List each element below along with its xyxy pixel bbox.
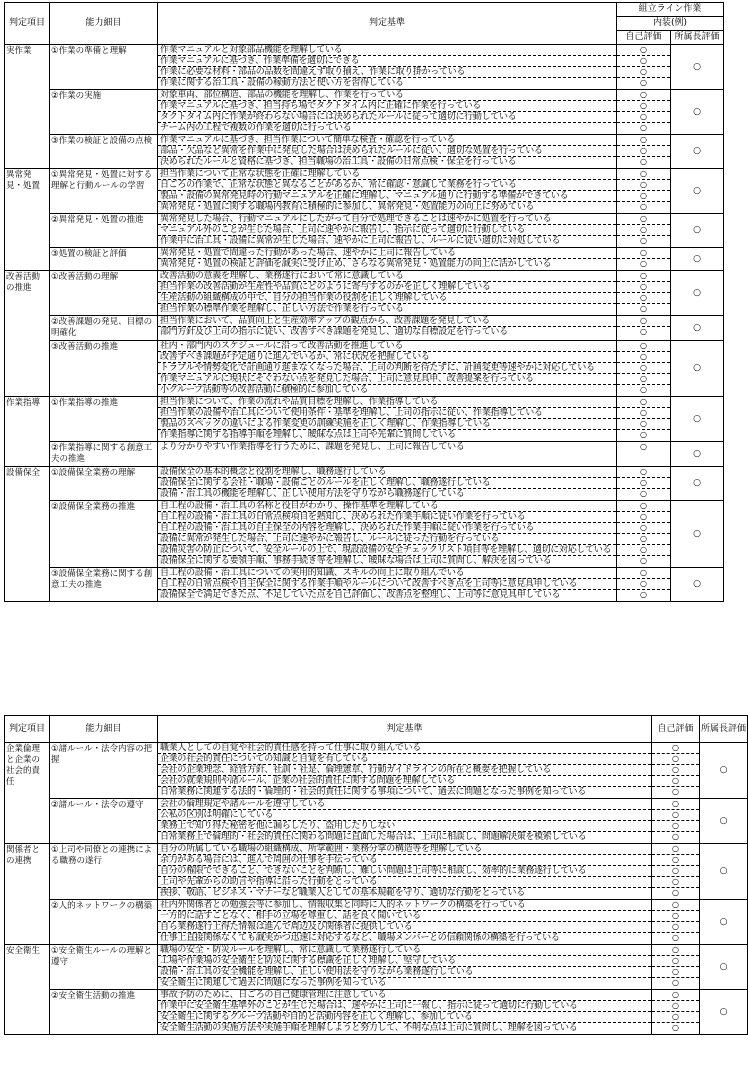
self-eval-mark[interactable]: ○ <box>617 282 670 293</box>
unit-name: ①上司や同僚との連携による職務の遂行 <box>50 844 158 900</box>
self-eval-mark[interactable]: ○ <box>640 489 647 498</box>
self-eval-list <box>617 568 671 602</box>
unit-row <box>5 442 724 467</box>
unit-name: ③改善活動の推進 <box>50 341 158 397</box>
unit-row <box>5 743 748 799</box>
criteria-line: チーム内の工程で複数の作業を適切に行っている <box>160 123 352 133</box>
criteria-line: 自工程の設備・治工具の自主保全の内容を理解し、決められた作業手順に従い作業を行っている <box>158 523 616 534</box>
criteria-line: 社内外関係者との勉強会等に参加し、情報収集と同時に人的ネットワークの構築を行っている <box>158 900 651 911</box>
criteria-line: 会社の企業理念、経営方針、社訓・社是、倫理憲章、行動ガイドラインの所在と概要を把握している <box>158 765 651 776</box>
criteria-line: 安全衛生に関するグループ活動や目的と活動内容を正しく理解し、参加している <box>158 1012 651 1023</box>
item-name: 異常発見・処置 <box>5 169 50 271</box>
manager-eval-mark[interactable]: ○ <box>671 467 724 501</box>
criteria-line: 生産活動の組織構成の中で、自分の担当作業の役割を正しく理解している <box>158 293 616 304</box>
criteria-line: 日ごろの作業で、正常な状態と異なることがあるか、常に確認・意識して業務を行っている <box>158 180 616 191</box>
self-eval-mark[interactable]: ○ <box>652 776 699 787</box>
self-eval-mark[interactable]: ○ <box>652 855 699 866</box>
self-eval-mark[interactable]: ○ <box>617 534 670 545</box>
criteria-line: 設備・治工具の安全機能を理解し、正しい使用法を守りながら業務遂行している <box>158 967 651 978</box>
self-eval-mark[interactable]: ○ <box>617 408 670 419</box>
self-eval-mark[interactable]: ○ <box>672 978 679 987</box>
self-eval-mark[interactable]: ○ <box>672 1023 679 1032</box>
unit-row <box>5 844 748 900</box>
criteria-list <box>158 135 617 169</box>
self-eval-list <box>617 248 671 271</box>
self-eval-mark[interactable]: ○ <box>617 467 670 478</box>
self-eval-mark[interactable]: ○ <box>617 374 670 385</box>
self-eval-mark[interactable]: ○ <box>652 844 699 855</box>
self-eval-list <box>617 169 671 214</box>
criteria-line: 会社の就業規則や諸ルール、企業の社会的責任に関する問題を理解している <box>158 776 651 787</box>
self-eval-mark[interactable]: ○ <box>672 787 679 796</box>
criteria-list <box>158 743 652 799</box>
criteria-list <box>158 271 617 316</box>
unit-name: ②異常発見・処置の推進 <box>50 214 158 248</box>
unit-name: ②安全衛生活動の推進 <box>50 990 158 1035</box>
self-eval-mark[interactable]: ○ <box>652 765 699 776</box>
criteria-line: タクトタイム内に作業が終わらない場合には決められたルールに従って適切に行動している <box>158 112 616 123</box>
header-self: 自己評価 <box>617 31 671 45</box>
criteria-line: 製品のスペックの違いによる作業変更の訓練実施を正しく理解し、作業指導している <box>158 419 616 430</box>
self-eval-mark[interactable]: ○ <box>652 799 699 810</box>
self-eval-mark[interactable]: ○ <box>617 397 670 408</box>
self-eval-mark[interactable]: ○ <box>617 501 670 512</box>
unit-row <box>5 397 724 442</box>
item-name: 改善活動の推進 <box>5 271 50 397</box>
self-eval-mark[interactable]: ○ <box>640 202 647 211</box>
criteria-line: 余力がある場合には、進んで周囲の仕事を手伝っている <box>158 855 651 866</box>
criteria-line: 作業中に治工具・設備に異常が生じた場合、速やかに上司に報告し、ルールに従い適切に対処している <box>160 236 561 246</box>
self-eval-mark[interactable]: ○ <box>652 810 699 821</box>
unit-row <box>5 316 724 341</box>
criteria-line: 自ら業務遂行上得た情報は進んで周辺及び関係者に提供している <box>158 922 651 933</box>
self-eval-mark[interactable]: ○ <box>652 911 699 922</box>
criteria-line: 日常業務上で倫理的・社会的責任に関わる問題に直面した場合は、上司に相談し、問題解決策を模索している <box>160 832 587 842</box>
unit-name: ②設備保全業務の推進 <box>50 501 158 568</box>
criteria-line: 作業中に安全衛生基準外のことが生じた場合は、速やかに上司に一報し、指示に従って適切に行動している <box>158 1001 651 1012</box>
criteria-line: 自分の所属している職場の組織構成、所掌範囲・業務分掌の構造等を理解している <box>158 844 651 855</box>
self-eval-list <box>617 90 671 135</box>
unit-name: ①作業指導の推進 <box>50 397 158 442</box>
self-eval-mark[interactable]: ○ <box>617 512 670 523</box>
criteria-line: 異常発見した場合、行動マニュアルにしたがって自分で処理できることは速やかに処置を行っている <box>158 214 616 225</box>
unit-row <box>5 135 724 169</box>
unit-row <box>5 467 724 501</box>
self-eval-list <box>617 135 671 169</box>
header-item: 判定項目 <box>5 3 50 45</box>
criteria-line: 企業の社会的責任についての知識と自覚を有している <box>158 754 651 765</box>
criteria-line: 決められたルールと資格に基づき、担当職場の治工具・設備の日常点検・保全を行っている <box>160 157 517 167</box>
criteria-list <box>158 501 617 568</box>
criteria-line: 設備災害の防止について、安全ルールの上で、現設設備の安全チェックリスト項目等を理解し、適切に対応している <box>158 545 616 556</box>
self-eval-mark[interactable]: ○ <box>617 419 670 430</box>
header-group: 組立ライン作業 <box>617 3 724 17</box>
criteria-line: 安全衛生に関連して過去に問題になった事例を知っている <box>160 978 387 988</box>
criteria-line: 自分の権限でできること、できないことを判断し、難しい問題は上司等に相談し、効率的に業務遂行している <box>158 866 651 877</box>
self-eval-mark[interactable]: ○ <box>640 236 647 245</box>
criteria-line: 作業に必要な材料・部品の品数を間違えず取り揃え、作業に取り掛かっている <box>158 67 616 78</box>
self-eval-mark[interactable]: ○ <box>672 888 679 897</box>
manager-eval-mark[interactable]: ○ <box>700 900 748 945</box>
self-eval-mark[interactable]: ○ <box>640 556 647 565</box>
self-eval-mark[interactable]: ○ <box>617 225 670 236</box>
header-criteria: 判定基準 <box>158 716 652 743</box>
criteria-list <box>158 341 617 397</box>
self-eval-mark[interactable]: ○ <box>617 180 670 191</box>
unit-name: ③設備保全業務に関する創意工夫の推進 <box>50 568 158 602</box>
criteria-line: 作業指導に関する指導手順を理解し、曖昧な点は上司や先輩に質問している <box>160 430 456 440</box>
criteria-list <box>158 214 617 248</box>
unit-row <box>5 169 724 214</box>
self-eval-mark[interactable]: ○ <box>617 214 670 225</box>
self-eval-mark[interactable]: ○ <box>652 922 699 933</box>
criteria-line: より分かりやすい作業指導を行うために、課題を発見し、上司に報告している <box>160 442 465 452</box>
criteria-line: 設備・治工具の機能を理解し、正しい使用方法を守りながら職務遂行している <box>160 489 465 499</box>
criteria-line: 公私の区別は明確にしている <box>158 810 651 821</box>
self-eval-mark[interactable]: ○ <box>617 135 670 146</box>
criteria-line: 安全衛生活動の実施方法や実施手順を理解しようと努力して、不明な点は上司に質問し、理解を図っている <box>160 1023 578 1033</box>
self-eval-mark[interactable]: ○ <box>652 990 699 1001</box>
criteria-line: 職場の安全・防災ルールを理解し、常に意識して業務遂行している <box>158 945 651 956</box>
unit-name: ①異常発見・処置に対する理解と行動ルールの学習 <box>50 169 158 214</box>
self-eval-mark[interactable]: ○ <box>617 271 670 282</box>
criteria-line: 会社の倫理規定や諸ルールを遵守している <box>158 799 651 810</box>
unit-name: ①諸ルール・法令内容の把握 <box>50 743 158 799</box>
criteria-line: 部品・欠品など異常を作業中に発見した場合は決められたルールに従い、適切な処置を行っている <box>158 146 616 157</box>
manager-eval-mark[interactable]: ○ <box>671 271 724 316</box>
self-eval-list <box>617 501 671 568</box>
self-eval-mark[interactable]: ○ <box>652 877 699 888</box>
unit-name: ③作業の検証と設備の点検 <box>50 135 158 169</box>
self-eval-mark[interactable]: ○ <box>652 967 699 978</box>
self-eval-mark[interactable]: ○ <box>617 112 670 123</box>
criteria-line: 自工程の設備・治工具の名称と役目がわかり、操作基準を理解している <box>158 501 616 512</box>
unit-name: ③処置の検証と評価 <box>50 248 158 271</box>
evaluation-sheet-1 <box>4 2 724 602</box>
header-sub: 内装(例) <box>617 17 724 31</box>
unit-row <box>5 945 748 990</box>
manager-eval-mark[interactable]: ○ <box>671 341 724 397</box>
unit-name: ②諸ルール・法令の遵守 <box>50 799 158 844</box>
self-eval-mark[interactable]: ○ <box>617 146 670 157</box>
self-eval-list <box>652 799 700 844</box>
criteria-line: 異常発見・処置に関する職場内教育に積極的に参加し、異常発見・処置能力の向上に努めている <box>160 202 535 212</box>
self-eval-list <box>617 45 671 90</box>
manager-eval-mark[interactable]: ○ <box>671 214 724 248</box>
self-eval-list <box>652 743 700 799</box>
criteria-list <box>158 990 652 1035</box>
item-name: 企業倫理と企業の社会的責任 <box>5 743 50 844</box>
self-eval-mark[interactable]: ○ <box>640 157 647 166</box>
self-eval-mark[interactable]: ○ <box>640 259 647 268</box>
criteria-line: 作業マニュアルに基づき、担当持ち場でタクトタイム内に正確に作業を行っている <box>158 101 616 112</box>
manager-eval-mark[interactable]: ○ <box>671 45 724 90</box>
criteria-line: 担当作業の標準作業を理解し、正しい方法で作業を行っている <box>160 304 404 314</box>
unit-row <box>5 341 724 397</box>
self-eval-mark[interactable]: ○ <box>617 579 670 590</box>
criteria-line: トラブルや情勢変化で計画通り進まなくなった場合、上司の判断を待たずに、計画変更等速やかに対応している <box>158 363 616 374</box>
criteria-line: 上司や先輩からの助言や指導に沿った行動をとっている <box>158 877 651 888</box>
criteria-line: 担当作業について、作業の流れや品質目標を理解し、作業指導している <box>158 397 616 408</box>
manager-eval-mark[interactable]: ○ <box>671 316 724 341</box>
self-eval-list <box>652 990 700 1035</box>
criteria-list <box>158 568 617 602</box>
criteria-line: 設備保全に関する会社・職場・設備ごとのルールを正しく理解し、職務遂行している <box>158 478 616 489</box>
self-eval-list <box>652 900 700 945</box>
criteria-line: 自工程の設備・治工具についての実用的知識、スキルの向上に取り組んでいる <box>158 568 616 579</box>
unit-name: ①安全衛生ルールの理解と遵守 <box>50 945 158 990</box>
self-eval-list <box>617 271 671 316</box>
criteria-line: 社内・部門内のスケジュールに沿って改善活動を推進している <box>158 341 616 352</box>
criteria-line: 事故予防のために、日ごろの自己健康管理に注意している <box>158 990 651 1001</box>
self-eval-mark[interactable]: ○ <box>617 56 670 67</box>
self-eval-mark[interactable]: ○ <box>652 754 699 765</box>
unit-row <box>5 214 724 248</box>
self-eval-mark[interactable]: ○ <box>617 523 670 534</box>
unit-row <box>5 990 748 1035</box>
header-item: 判定項目 <box>5 716 50 743</box>
header-unit: 能力細目 <box>50 716 158 743</box>
manager-eval-mark[interactable]: ○ <box>671 135 724 169</box>
item-name: 関係者との連携 <box>5 844 50 945</box>
criteria-list <box>158 442 617 467</box>
criteria-line: 担当作業について正常な状態を正確に理解している <box>158 169 616 180</box>
criteria-line: マニュアル外のことが生じた場合、上司に速やかに報告し、指示に従って適切に行動している <box>158 225 616 236</box>
self-eval-mark[interactable]: ○ <box>652 743 699 754</box>
manager-eval-mark[interactable]: ○ <box>700 743 748 799</box>
criteria-line: 工場や作業場の安全衛生と防災に関する標識を正しく理解し、堅守している <box>158 956 651 967</box>
self-eval-list <box>617 341 671 397</box>
criteria-list <box>158 799 652 844</box>
self-eval-list <box>652 844 700 900</box>
manager-eval-mark[interactable]: ○ <box>700 945 748 990</box>
criteria-line: 設備保全で満足できた点、不足していた点を自己評価し、改善点を整理し、上司等に意見具申している <box>160 590 561 600</box>
self-eval-mark[interactable]: ○ <box>652 866 699 877</box>
header-self: 自己評価 <box>652 716 700 743</box>
self-eval-mark[interactable]: ○ <box>640 442 647 451</box>
criteria-line: 業務上で知り得た秘密を他に漏らしたり、盗用したりしない <box>158 821 651 832</box>
self-eval-mark[interactable]: ○ <box>652 1001 699 1012</box>
self-eval-mark[interactable]: ○ <box>617 67 670 78</box>
self-eval-list <box>617 316 671 341</box>
criteria-line: 担当作業の改善活動が生産性や品質にどのように寄与するのかを正しく理解している <box>158 282 616 293</box>
self-eval-mark[interactable]: ○ <box>640 123 647 132</box>
self-eval-mark[interactable]: ○ <box>652 956 699 967</box>
unit-row <box>5 501 724 568</box>
manager-eval-mark[interactable]: ○ <box>700 799 748 844</box>
criteria-line: 日常業務に関連する法的・倫理的・社会的責任に関する事項について、過去に問題となった事例を知っている <box>160 787 586 797</box>
self-eval-mark[interactable]: ○ <box>617 248 670 259</box>
criteria-list <box>158 900 652 945</box>
self-eval-mark[interactable]: ○ <box>640 327 647 336</box>
self-eval-mark[interactable]: ○ <box>640 430 647 439</box>
criteria-line: 異常発見・処置で間違った行動があった場合、速やかに上司に報告している <box>158 248 616 259</box>
unit-row <box>5 45 724 90</box>
criteria-line: 職業人としての自覚や社会的責任感を持って仕事に取り組んでいる <box>158 743 651 754</box>
manager-eval-mark[interactable]: ○ <box>671 442 724 467</box>
criteria-list <box>158 316 617 341</box>
criteria-line: 一方的に話すことなく、相手の立場を尊重し、話を良く聞いている <box>158 911 651 922</box>
manager-eval-mark[interactable]: ○ <box>671 169 724 214</box>
criteria-line: 作業に関する治工具・設備の稼動方法と使い方を習得している <box>160 78 404 88</box>
self-eval-mark[interactable]: ○ <box>652 900 699 911</box>
self-eval-mark[interactable]: ○ <box>617 341 670 352</box>
unit-name: ②作業指導に関する創意工夫の推進 <box>50 442 158 467</box>
criteria-list <box>158 248 617 271</box>
criteria-line: 異常発見・処置の検証と評価を誠実に受け止め、さらなる異常発見・処置能力の向上に活かしている <box>160 259 552 269</box>
unit-name: ②改善課題の発見、目標の明確化 <box>50 316 158 341</box>
criteria-list <box>158 844 652 900</box>
unit-name: ②作業の実施 <box>50 90 158 135</box>
unit-row <box>5 900 748 945</box>
unit-row <box>5 248 724 271</box>
self-eval-mark[interactable]: ○ <box>617 169 670 180</box>
self-eval-mark[interactable]: ○ <box>617 90 670 101</box>
item-name: 実作業 <box>5 45 50 169</box>
self-eval-mark[interactable]: ○ <box>617 101 670 112</box>
evaluation-sheet-2 <box>4 715 748 1035</box>
self-eval-mark[interactable]: ○ <box>652 1012 699 1023</box>
criteria-line: 製品・設備の異常発見時の行動マニュアルを正確に理解し、マニュアル通りに行動する準備ができている <box>158 191 616 202</box>
manager-eval-mark[interactable]: ○ <box>671 568 724 602</box>
header-criteria: 判定基準 <box>158 3 617 45</box>
criteria-line: 設備保全に関する要領手順、事務手続き等を理解し、曖昧な場合は上司に質問し、解決を図っている <box>160 556 552 566</box>
criteria-line: 作業マニュアルに基づき、作業準備を適切にできる <box>158 56 616 67</box>
criteria-line: 設備保全の基本的概念と役割を理解し、職務遂行している <box>158 467 616 478</box>
self-eval-list <box>652 945 700 990</box>
unit-name: ①作業の準備と理解 <box>50 45 158 90</box>
unit-row <box>5 799 748 844</box>
self-eval-mark[interactable]: ○ <box>672 832 679 841</box>
criteria-list <box>158 45 617 90</box>
criteria-line: 仕事上直接関係なくても誠実かつ迅速に対応するなど、職場メンバーとの信頼関係の構築を行っている <box>160 933 560 943</box>
criteria-line: 改善すべき課題が予定通りに進んでいるか、常に状況を把握している <box>158 352 616 363</box>
unit-name: ①設備保全業務の理解 <box>50 467 158 501</box>
item-name: 安全衛生 <box>5 945 50 1035</box>
unit-row <box>5 90 724 135</box>
item-name: 設備保全 <box>5 467 50 602</box>
criteria-list <box>158 169 617 214</box>
self-eval-list <box>617 442 671 467</box>
criteria-line: 作業マニュアルに基づき、担当作業について簡単な検査・確認を行っている <box>158 135 616 146</box>
self-eval-mark[interactable]: ○ <box>617 568 670 579</box>
self-eval-mark[interactable]: ○ <box>672 933 679 942</box>
self-eval-list <box>617 214 671 248</box>
criteria-line: 担当作業において、品質向上と生産効率アップの観点から、改善課題を発見している <box>158 316 616 327</box>
criteria-list <box>158 90 617 135</box>
criteria-line: 担当作業の設備や治工具について使用条件・基準を理解し、上司の指示に従い、作業指導している <box>158 408 616 419</box>
header-unit: 能力細目 <box>50 3 158 45</box>
self-eval-mark[interactable]: ○ <box>617 45 670 56</box>
criteria-line: 作業マニュアルに現状にそぐわない点を発見した場合、上司に意見具申、改善提案を行っている <box>158 374 616 385</box>
unit-name: ②人的ネットワークの構築 <box>50 900 158 945</box>
self-eval-mark[interactable]: ○ <box>617 293 670 304</box>
criteria-line: 部門方針及び上司の指示に従い、改善すべき課題を発見し、適切な目標設定を行っている <box>160 327 508 337</box>
criteria-line: 自工程の設備・治工具の日常点検項目を熟知し、決められた作業手順に従い作業を行っている <box>158 512 616 523</box>
criteria-line: 対象車両、部位構造、部品の機能を理解し、作業を行っている <box>158 90 616 101</box>
self-eval-list <box>617 467 671 501</box>
manager-eval-mark[interactable]: ○ <box>671 397 724 442</box>
header-mgr: 所属長評価 <box>700 716 748 743</box>
self-eval-mark[interactable]: ○ <box>640 304 647 313</box>
self-eval-mark[interactable]: ○ <box>652 945 699 956</box>
criteria-list <box>158 945 652 990</box>
header-mgr: 所属長評価 <box>671 31 724 45</box>
unit-row <box>5 568 724 602</box>
manager-eval-mark[interactable]: ○ <box>700 844 748 900</box>
manager-eval-mark[interactable]: ○ <box>700 990 748 1035</box>
criteria-line: 設備に異常が発生した場合、上司に速やかに報告し、ルールに従った行動を行っている <box>158 534 616 545</box>
self-eval-mark[interactable]: ○ <box>652 821 699 832</box>
self-eval-list <box>617 397 671 442</box>
unit-row <box>5 271 724 316</box>
self-eval-mark[interactable]: ○ <box>617 191 670 202</box>
criteria-line: 自工程の日常点検や自主保全に関する作業手順やルールについて改善すべき点を上司等に意見具申している <box>158 579 616 590</box>
criteria-list <box>158 397 617 442</box>
criteria-line: 改善活動の意義を理解し、業務遂行において常に意識している <box>158 271 616 282</box>
self-eval-mark[interactable]: ○ <box>640 590 647 599</box>
unit-name: ①改善活動の理解 <box>50 271 158 316</box>
self-eval-mark[interactable]: ○ <box>617 352 670 363</box>
criteria-list <box>158 467 617 501</box>
criteria-line: 作業マニュアルと対象部品機能を理解している <box>158 45 616 56</box>
criteria-line: 小グループ活動等の改善活動に積極的に参加している <box>160 385 369 395</box>
manager-eval-mark[interactable]: ○ <box>671 90 724 135</box>
self-eval-mark[interactable]: ○ <box>617 363 670 374</box>
criteria-line: 挨拶、敬語、ビジネス・マナーなど職業人としての基本規範を守り、適切な行動をとっている <box>160 888 525 898</box>
self-eval-mark[interactable]: ○ <box>617 545 670 556</box>
self-eval-mark[interactable]: ○ <box>617 316 670 327</box>
item-name: 作業指導 <box>5 397 50 467</box>
manager-eval-mark[interactable]: ○ <box>671 501 724 568</box>
self-eval-mark[interactable]: ○ <box>617 478 670 489</box>
self-eval-mark[interactable]: ○ <box>640 78 647 87</box>
self-eval-mark[interactable]: ○ <box>640 385 647 394</box>
manager-eval-mark[interactable]: ○ <box>671 248 724 271</box>
